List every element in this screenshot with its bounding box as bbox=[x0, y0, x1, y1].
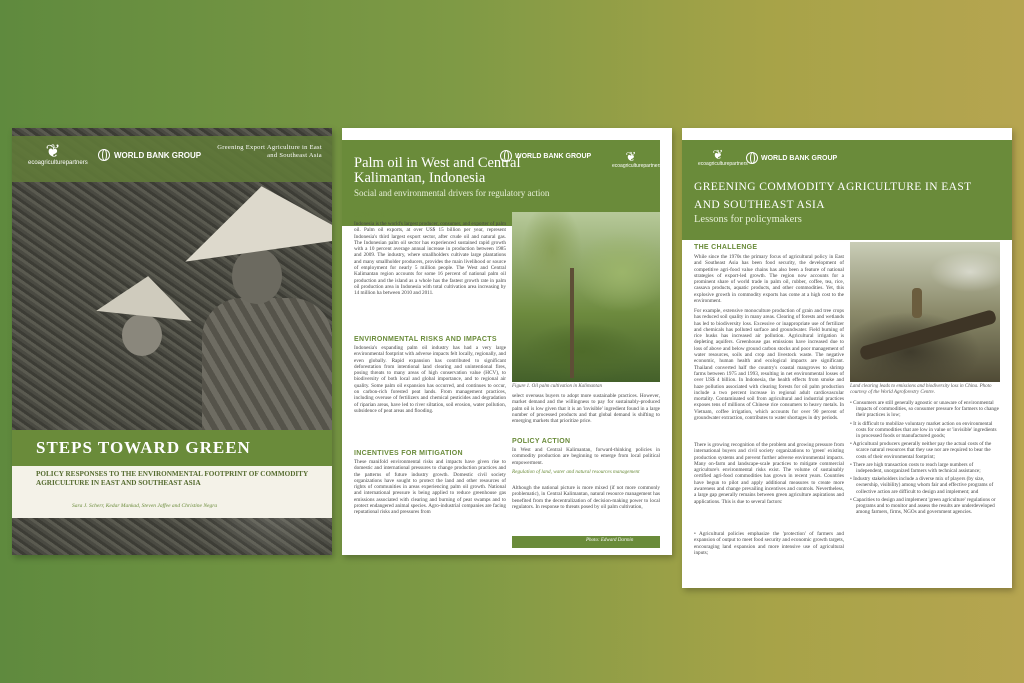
paragraph: Indonesia's expanding palm oil industry has had a very large environmental footprint with adverse impacts felt locally, regionally, and even globally. Rapid expansion has contributed to significant deforestation from intentional land clearing and unintentional fires, posing threats to many areas of high conservation value (HCV), to biodiversity of both local and global importance, and to regional air quality. Some palm oil expansion has occurred, and continues to occur, on carbon-rich forested peat lands. From management practices, including overuse of fertilizers and chemical pesticides and degradation of riparian areas, have led to river siltation, soil erosion, water pollution, subsidence of peat areas and flooding. bbox=[354, 345, 506, 414]
palm-plantation-photo bbox=[512, 212, 660, 382]
section-heading: ENVIRONMENTAL RISKS AND IMPACTS bbox=[354, 336, 497, 343]
paragraph: Although the national picture is more mixed (if not more commonly problematic), in Central Kalimantan, natural resource management has benefited from the decentralization of decision-making power to local regulators. In response to threats posed by oil palm cultivation, bbox=[512, 485, 660, 510]
paragraph: In West and Central Kalimantan, forward-thinking policies in commodity production are beginning to emerge from local political empowerment. bbox=[512, 447, 660, 466]
bullet-list bbox=[850, 400, 1000, 540]
bullet-item: • Industry stakeholders include a diverse mix of players (by size, ownership, visibility) among whom fair and effective programs of collective action are difficult to design and implement; and bbox=[850, 476, 994, 495]
authors: Sara J. Scherr, Kedar Mankad, Steven Jaffee and Christine Negra bbox=[72, 503, 218, 509]
brief-subtitle: Lessons for policymakers bbox=[694, 214, 802, 225]
palm-trunk bbox=[570, 268, 574, 378]
ecoagriculture-logo: ❦ ecoagriculturepartners bbox=[28, 141, 88, 166]
farmer-figure bbox=[202, 298, 332, 448]
paragraph: Indonesia is the world's largest producer, consumer, and exporter of palm oil. Palm oil exports, at over US$ 15 billion per year, represent Indonesia's third largest export sector, after crude oil and natural gas. The Indonesian palm oil sector has experienced sustained rapid growth with a 10 percent average annual increase in production between 1985 and 2009. The industry, where smallholders cultivate large plantations and many smallholder producers, provides the main livelihood or source of employment for nearly 5 million people. The West and Central Kalimantan region accounts for some 16 percent of national palm oil production and the island as a whole has the fastest growth rate in palm oil production area in Indonesia with total cultivation area increasing by 14 million ha between 2010 and 2011. bbox=[354, 221, 506, 297]
bullet-item: • Consumers are still generally agnostic or unaware of environmental impacts of commodities, so consumer pressure for farmers to change their practices is low; bbox=[850, 400, 999, 419]
paragraph: These manifold environmental risks and impacts have given rise to domestic and international pressures to change production practices and the patterns of future industry growth. Domestic civil society organizations have sought to protect the land and other resources of rights of communities in areas experiencing palm oil growth. National and international pressure is being applied to reduce greenhouse gas emissions associated with clearing and burning of peat swamps and to protect endangered animal species. Agro-industrial companies are facing reputational risks and pressures from bbox=[354, 459, 506, 516]
bullet-item: • Capacities to design and implement 'green agriculture' regulations or programs and to monitor and assess the results are underdeveloped among farmers, firms, NGOs and government agencies. bbox=[850, 496, 996, 516]
brief-title: Palm oil in West and Central Kalimantan, Indonesia bbox=[354, 155, 521, 186]
palm-oil-brief[interactable] bbox=[342, 128, 672, 555]
globe-icon bbox=[500, 150, 512, 162]
section-heading: THE CHALLENGE bbox=[694, 244, 758, 251]
photo-caption: Land clearing leads to emissions and biodiversity loss in China. Photo courtesy of the World Agroforestry Centre. bbox=[850, 384, 992, 395]
bullet-item: • It is difficult to mobilize voluntary market action on environmental costs for commodities that are low in value or 'invisible' ingredients in processed foods or manufactured goods; bbox=[850, 420, 997, 440]
figure-caption: Figure 1. Oil palm cultivation in Kalimantan bbox=[512, 384, 602, 389]
photo-credit: Photo: Edward Darmin bbox=[586, 538, 634, 543]
subheading: Regulation of land, water and natural resources management bbox=[512, 469, 640, 475]
cover-subtitle: POLICY RESPONSES TO THE ENVIRONMENTAL FOOTPRINT OF COMMODITY AGRICULTURE IN EAST AND SOUTHEAST ASIA bbox=[36, 470, 308, 487]
paragraph: For example, extensive monoculture production of grain and tree crops has reduced soil quality in many areas. Clearing of forests and wetlands has led to biodiversity loss. Excessive or inappropriate use of fertilizer and chemicals has polluted surface and groundwater. Field burning of rice husks has increased air pollution. Agricultural irrigation is depleting aquifers. Greenhouse gas emissions have increased due to loss of above and below ground carbon stocks and poor management of water resources, soils and crop and livestock waste. The negative economic, human health and ecological impacts are significant. Thailand converted half the country's coastal mangroves to shrimp farms between 1975 and 1993, resulting in net environmental losses of over US$ 4 billion. In Indonesia, the health effects from smoke and haze pollution associated with clearing forests for oil palm production include a two percent increase in regional adult cardiovascular mortality. Contaminated soil from agricultural and industrial practices exposes tens of millions of Chinese rice consumers to heavy metals. In Vietnam, coffee irrigation, which accounts for over 90 percent of groundwater extraction, contributes to water shortages in dry periods. bbox=[694, 308, 844, 422]
leaf-icon: ❦ bbox=[625, 149, 637, 164]
section-heading: CONTEXT bbox=[354, 212, 390, 219]
farmer-face-2 bbox=[122, 314, 162, 356]
ecoagriculture-logo: ❦ ecoagriculturepartners bbox=[698, 147, 748, 167]
lessons-brief[interactable] bbox=[682, 128, 1012, 588]
section-heading: POLICY ACTION bbox=[512, 438, 571, 445]
paragraph: There is growing recognition of the problem and growing pressure from international buyers and civil society organizations to 'green' existing production systems and prevent further adverse environmental impacts. Many on-farm and landscape-scale practices to mitigate commercial agriculture's environmental risks exist. The volume of sustainably certified agri-food commodities has grown in recent years. Countries have begun to pilot and apply additional measures to create more awareness and change prevailing incentives and controls. Nevertheless, a large gap generally remains between green agriculture aspirations and applications. This is due to several factors: bbox=[694, 442, 844, 505]
world-bank-logo: WORLD BANK GROUP bbox=[98, 149, 201, 161]
land-clearing-photo bbox=[850, 242, 1000, 382]
world-bank-logo: WORLD BANK GROUP bbox=[746, 152, 837, 164]
world-bank-logo: WORLD BANK GROUP bbox=[500, 150, 591, 162]
cover-document[interactable] bbox=[12, 128, 332, 555]
person-figure bbox=[912, 288, 922, 318]
bullet-item: • Agricultural producers generally neither pay the actual costs of the scarce natural resources that they use nor are required to bear the costs of their environmental footprint; bbox=[850, 441, 992, 460]
farmer-face bbox=[232, 248, 282, 304]
series-title: Greening Export Agriculture in East and Southeast Asia bbox=[217, 144, 322, 159]
brief-title: GREENING COMMODITY AGRICULTURE IN EAST AND SOUTHEAST ASIA bbox=[694, 181, 972, 211]
bullet-item: • Agricultural policies emphasize the 'protection' of farmers and expansion of output to meet food security and economic growth targets, encouraging land expansion and more intensive use of agricultural inputs; bbox=[694, 531, 844, 556]
leaf-icon: ❦ bbox=[712, 147, 724, 162]
bullet-item: • There are high transaction costs to reach large numbers of independent, unorganized farmers with technical assistance; bbox=[850, 461, 981, 475]
cover-title: STEPS TOWARD GREEN bbox=[36, 438, 251, 457]
paragraph: While since the 1970s the primary focus of agricultural policy in East and Southeast Asia has been food security, the development of competitive agri-food value chains has also been a feature of national strategies of export-led growth. The region now accounts for a prominent share of world trade in palm oil, rubber, coffee, tea, rice, cassava products, aquatic products, and other commodities. Yet, this explosive growth in commodity exports has come at a high cost to the environment. bbox=[694, 254, 844, 304]
leaf-icon: ❦ bbox=[45, 141, 61, 161]
ecoagriculture-logo: ❦ ecoagriculturepartners bbox=[612, 149, 662, 169]
brief-subtitle: Social and environmental drivers for regulatory action bbox=[354, 188, 550, 198]
globe-icon bbox=[98, 149, 110, 161]
section-heading: INCENTIVES FOR MITIGATION bbox=[354, 450, 463, 457]
paragraph: select overseas buyers to adopt more sustainable practices. However, market demand and the willingness to pay for sustainably-produced palm oil is low given that it is an 'invisible' ingredient found in a large number of processed products and that global demand is shifting to emerging markets that prioritize price. bbox=[512, 393, 660, 425]
globe-icon bbox=[746, 152, 758, 164]
